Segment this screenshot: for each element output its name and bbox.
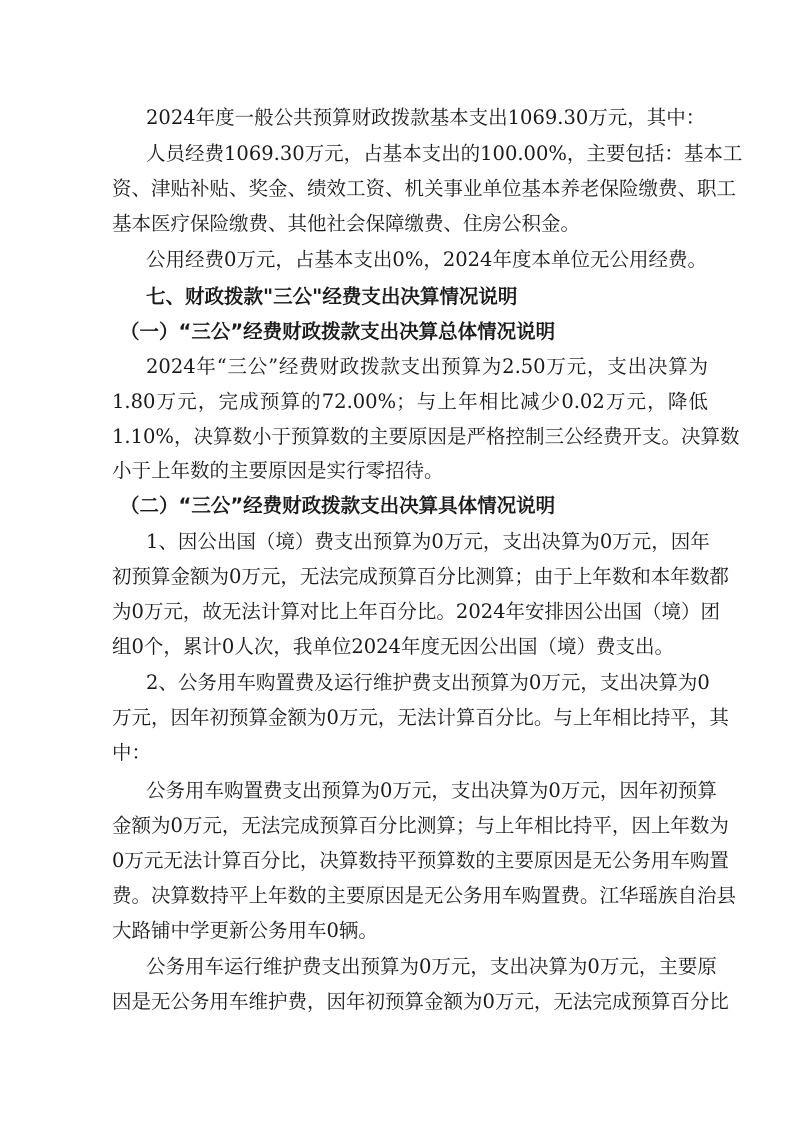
paragraph-line: 1.80万元，完成预算的72.00%；与上年相比减少0.02万元，降低 xyxy=(112,390,708,413)
paragraph-line: 1、因公出国（境）费支出预算为0万元，支出决算为0万元，因年 xyxy=(146,530,710,553)
paragraph-line: 费。决算数持平上年数的主要原因是无公务用车购置费。江华瑶族自治县 xyxy=(112,884,737,907)
paragraph-line: 2、公务用车购置费及运行维护费支出预算为0万元，支出决算为0 xyxy=(146,671,710,694)
paragraph-line: 中： xyxy=(112,741,152,764)
section-heading: 七、财政拨款"三公"经费支出决算情况说明 xyxy=(146,285,518,308)
paragraph-line: 初预算金额为0万元，无法完成预算百分比测算；由于上年数和本年数都 xyxy=(112,565,729,588)
paragraph-line: 公务用车购置费支出预算为0万元，支出决算为0万元，因年初预算 xyxy=(146,779,717,802)
paragraph-line: 1.10%，决算数小于预算数的主要原因是严格控制三公经费开支。决算数 xyxy=(112,425,740,448)
subsection-heading: （二）“三公”经费财政拨款支出决算具体情况说明 xyxy=(120,494,556,517)
paragraph-line: 小于上年数的主要原因是实行零招待。 xyxy=(112,459,444,482)
paragraph-line: 公用经费0万元，占基本支出0%，2024年度本单位无公用经费。 xyxy=(146,248,707,271)
paragraph-line: 基本医疗保险缴费、其他社会保障缴费、住房公积金。 xyxy=(112,212,581,235)
paragraph-line: 2024年“三公”经费财政拨款支出预算为2.50万元，支出决算为 xyxy=(146,355,708,378)
paragraph-line: 大路铺中学更新公务用车0辆。 xyxy=(112,919,378,942)
paragraph-line: 为0万元，故无法计算对比上年百分比。2024年安排因公出国（境）团 xyxy=(112,600,721,623)
paragraph-line: 万元，因年初预算金额为0万元，无法计算百分比。与上年相比持平，其 xyxy=(112,706,729,729)
subsection-heading: （一）“三公”经费财政拨款支出决算总体情况说明 xyxy=(120,320,556,343)
paragraph-line: 人员经费1069.30万元，占基本支出的100.00%，主要包括：基本工 xyxy=(146,142,743,165)
paragraph-line: 金额为0万元，无法完成预算百分比测算；与上年相比持平，因上年数为 xyxy=(112,814,729,837)
paragraph-line: 因是无公务用车维护费，因年初预算金额为0万元，无法完成预算百分比 xyxy=(112,990,729,1013)
paragraph-line: 公务用车运行维护费支出预算为0万元，支出决算为0万元，主要原 xyxy=(146,955,717,978)
paragraph-line: 资、津贴补贴、奖金、绩效工资、机关事业单位基本养老保险缴费、职工 xyxy=(112,177,737,200)
paragraph-line: 组0个，累计0人次，我单位2024年度无因公出国（境）费支出。 xyxy=(112,635,674,658)
paragraph-line: 2024年度一般公共预算财政拨款基本支出1069.30万元，其中： xyxy=(146,106,706,129)
paragraph-line: 0万元无法计算百分比，决算数持平预算数的主要原因是无公务用车购置 xyxy=(112,849,729,872)
